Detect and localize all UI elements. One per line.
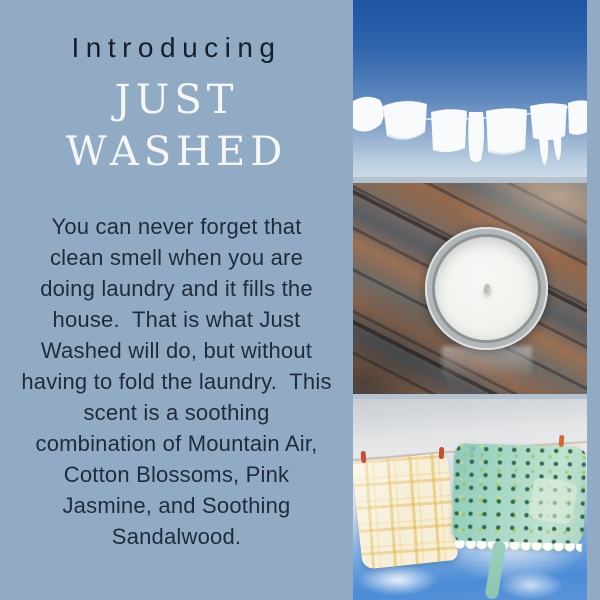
product-title-line1: JUST — [114, 77, 239, 123]
clothespin — [559, 435, 565, 447]
body-line: scent is a soothing — [83, 400, 270, 425]
body-line: having to fold the laundry. This — [21, 369, 332, 394]
clothespin — [361, 451, 367, 463]
body-line: doing laundry and it fills the — [40, 276, 313, 301]
body-line: house. That is what Just — [52, 307, 301, 332]
photo-colorful-laundry — [353, 399, 587, 600]
floral-apron — [452, 443, 587, 549]
body-line: Sandalwood. — [111, 524, 242, 549]
body-line: clean smell when you are — [49, 245, 304, 270]
candle-jar — [425, 227, 548, 350]
body-line: combination of Mountain Air, — [35, 431, 318, 456]
body-line: Jasmine, and Soothing — [62, 493, 291, 518]
photo-white-laundry — [353, 0, 587, 177]
photo-collage-column — [353, 0, 587, 600]
candle-wick — [482, 283, 489, 293]
product-title — [16, 74, 337, 178]
eyebrow-text: Introducing — [71, 32, 282, 63]
hanging-clothes-illustration — [353, 0, 587, 177]
candle-jar-shadow — [442, 346, 532, 394]
body-line: You can never forget that — [51, 214, 302, 239]
photo-candle-top-view — [353, 183, 587, 394]
white-laundry-items — [353, 97, 587, 165]
candle-wax — [435, 237, 538, 340]
product-title-line2: WASHED — [65, 129, 288, 175]
body-line: Washed will do, but without — [40, 338, 313, 363]
plaid-towel — [353, 452, 458, 569]
clothespin — [439, 447, 445, 459]
description-paragraph — [16, 211, 337, 552]
body-line: Cotton Blossoms, Pink — [63, 462, 290, 487]
apron-pocket — [528, 477, 578, 526]
clothespin — [469, 446, 474, 458]
